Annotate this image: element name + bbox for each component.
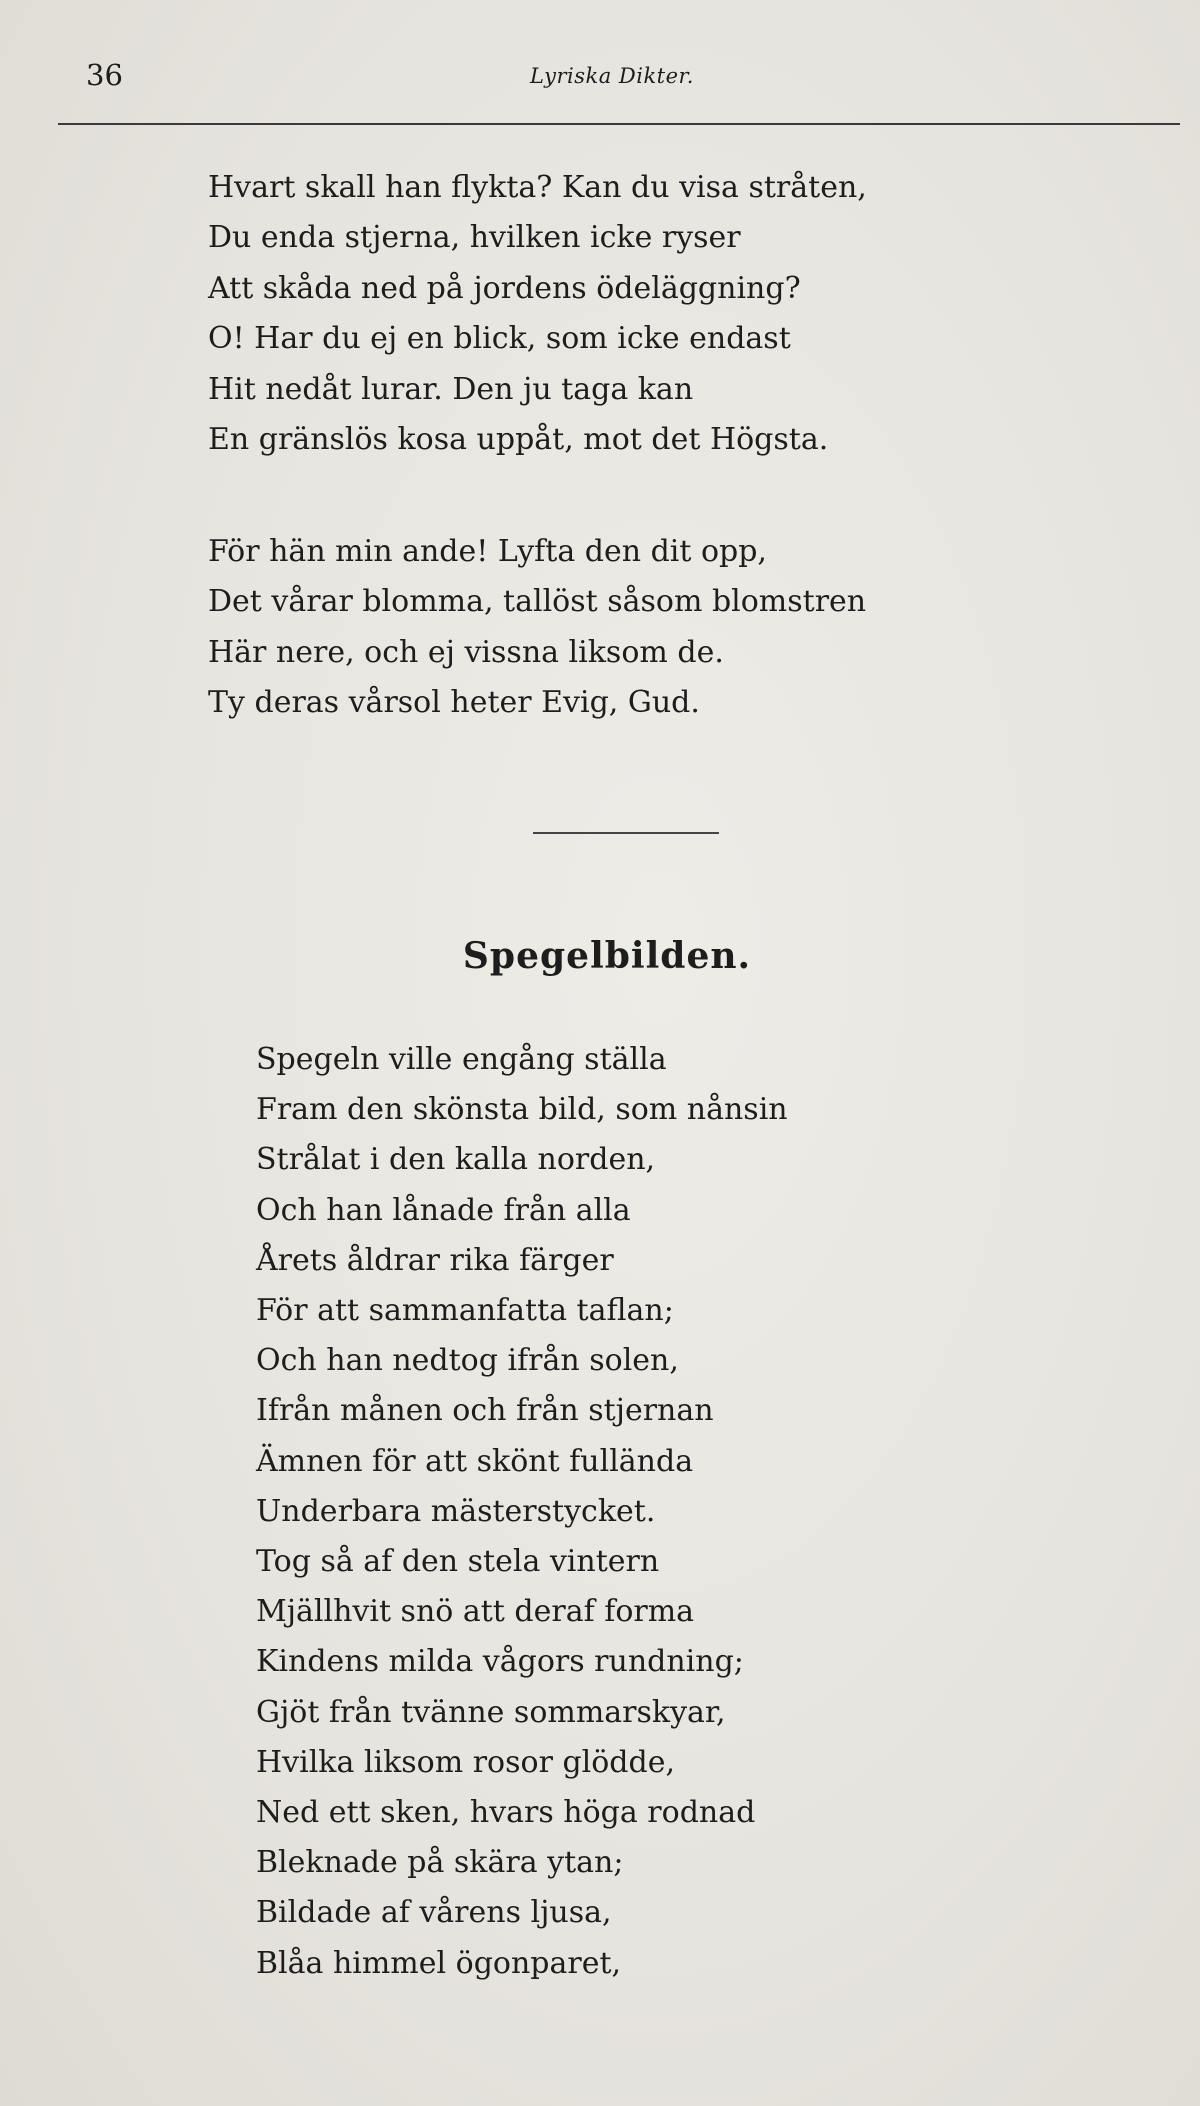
verse-line: Spegeln ville engång ställa bbox=[256, 1042, 667, 1077]
verse-line: Och han lånade från alla bbox=[256, 1192, 631, 1228]
verse-line: Här nere, och ej vissna liksom de. bbox=[208, 634, 724, 670]
verse-line: Och han nedtog ifrån solen, bbox=[256, 1343, 679, 1379]
stanza-2 bbox=[208, 527, 866, 729]
verse-line: Underbara mästerstycket. bbox=[256, 1493, 656, 1529]
poem-body bbox=[256, 1035, 788, 1989]
verse-line: Kindens milda vågors rundning; bbox=[256, 1644, 744, 1680]
verse-line: Ifrån månen och från stjernan bbox=[256, 1393, 714, 1429]
section-divider bbox=[533, 832, 719, 834]
verse-line: Mjällhvit snö att deraf forma bbox=[256, 1594, 695, 1630]
running-head bbox=[0, 58, 1200, 98]
verse-line: Att skåda ned på jordens ödeläggning? bbox=[208, 270, 801, 306]
verse-line: O! Har du ej en blick, som icke endast bbox=[208, 321, 791, 357]
verse-line: Det vårar blomma, tallöst såsom blomstren bbox=[208, 584, 867, 620]
stanza-1 bbox=[208, 163, 867, 465]
header-rule bbox=[58, 123, 1180, 125]
verse-line: Ty deras vårsol heter Evig, Gud. bbox=[208, 685, 700, 721]
poem-title: Spegelbilden. bbox=[462, 935, 752, 977]
verse-line: Ämnen för att skönt fullända bbox=[256, 1443, 694, 1479]
verse-line: Ned ett sken, hvars höga rodnad bbox=[256, 1795, 756, 1831]
verse-line: Du enda stjerna, hvilken icke ryser bbox=[208, 220, 741, 256]
verse-line: Fram den skönsta bild, som nånsin bbox=[256, 1092, 788, 1128]
verse-line: En gränslös kosa uppåt, mot det Högsta. bbox=[208, 422, 829, 458]
verse-line: Hit nedåt lurar. Den ju taga kan bbox=[208, 371, 694, 407]
page-number: 36 bbox=[86, 58, 123, 92]
verse-line: Årets åldrar rika färger bbox=[256, 1242, 614, 1278]
verse-line: Strålat i den kalla norden, bbox=[256, 1142, 656, 1178]
verse-line: För hän min ande! Lyfta den dit opp, bbox=[208, 534, 767, 569]
verse-line: Gjöt från tvänne sommarskyar, bbox=[256, 1694, 726, 1730]
verse-line: Bleknade på skära ytan; bbox=[256, 1845, 624, 1881]
verse-line: Bildade af vårens ljusa, bbox=[256, 1895, 612, 1931]
verse-line: Tog så af den stela vintern bbox=[256, 1544, 660, 1580]
verse-line: Blåa himmel ögonparet, bbox=[256, 1945, 622, 1981]
running-title: Lyriska Dikter. bbox=[530, 64, 694, 88]
verse-line: För att sammanfatta taflan; bbox=[256, 1293, 674, 1329]
verse-line: Hvilka liksom rosor glödde, bbox=[256, 1744, 676, 1780]
verse-line: Hvart skall han flykta? Kan du visa stråten, bbox=[208, 170, 867, 205]
